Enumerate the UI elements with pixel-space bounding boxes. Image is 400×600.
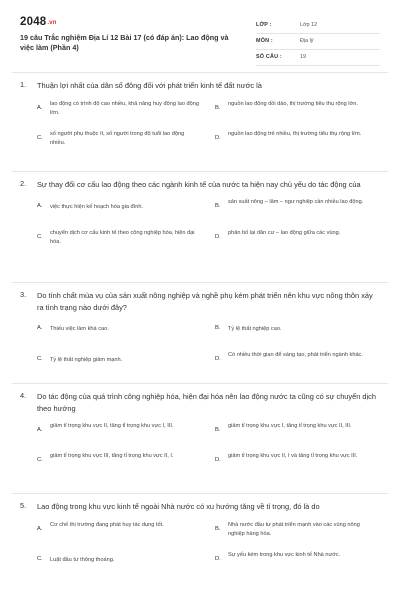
option-text: nguồn lao động dồi dào, thị trường tiêu thụ rộng lớn.	[228, 100, 358, 107]
option-text: giảm tỉ trọng khu vực III, tăng tỉ trọng khu vực II, I.	[50, 453, 174, 459]
option-letter: A.	[37, 202, 43, 209]
option-letter: C.	[37, 555, 43, 562]
option-text: chuyển dịch cơ cấu kinh tế theo công nghiệp hóa, hiện đại hóa.	[50, 229, 195, 245]
option-text: giảm tỉ trọng khu vực II, tăng tỉ trọng khu vực I, III.	[50, 423, 174, 429]
options-grid	[20, 98, 380, 160]
question-5	[20, 501, 380, 581]
divider	[12, 383, 388, 384]
option-letter: B.	[215, 427, 221, 433]
option-text: số người phụ thuộc ít, số người trong độ tuổi lao động nhiều.	[50, 130, 185, 146]
meta-value: Lớp 12	[300, 22, 318, 28]
option-text: sản xuất nông – lâm – ngư nghiệp cần nhiều lao động.	[228, 198, 364, 205]
meta-label: SỐ CÂU :	[256, 54, 282, 60]
option-letter: D.	[215, 233, 221, 240]
option-letter: D.	[215, 457, 221, 463]
question-4	[20, 391, 380, 482]
options-grid	[20, 319, 380, 381]
page-header	[20, 14, 380, 70]
question-header	[20, 179, 380, 191]
option-letter: B.	[215, 202, 221, 209]
question-text: Thuận lợi nhất của dân số đông đối với phát triển kinh tế đất nước là	[37, 81, 262, 90]
option-text: việc thực hiện kế hoạch hóa gia đình.	[50, 203, 143, 210]
question-header	[20, 391, 380, 414]
option-letter: C.	[37, 134, 43, 141]
question-text: Do tính chất mùa vụ của sản xuất nông nghiệp và nghề phụ kém phát triển nên khu vực nông thôn xảy ra tình trạng nào dưới đây?	[37, 291, 373, 312]
question-1	[20, 80, 380, 160]
question-number: 3.	[20, 290, 27, 299]
meta-value: Địa lý	[300, 38, 314, 44]
option-text: nguồn lao động trẻ nhiều, thị trường tiêu thụ rộng lớn.	[228, 130, 362, 137]
option-text: Luật đầu tư thông thoáng.	[50, 556, 115, 563]
question-header	[20, 80, 380, 92]
meta-label: MÔN :	[256, 38, 273, 44]
meta-row-grade	[256, 18, 380, 34]
option-text: Sự yếu kém trong khu vực kinh tế Nhà nước.	[228, 551, 341, 558]
meta-value: 19	[300, 54, 306, 60]
option-letter: D.	[215, 134, 221, 141]
option-letter: C.	[37, 457, 43, 463]
option-letter: B.	[215, 104, 221, 111]
option-letter: D.	[215, 356, 221, 362]
option-letter: D.	[215, 555, 221, 562]
question-2	[20, 179, 380, 259]
option-text: phân bố lại dân cư – lao động giữa các vùng.	[228, 229, 341, 236]
meta-label: LỚP :	[256, 22, 272, 28]
meta-row-subject	[256, 34, 380, 50]
option-letter: B.	[215, 325, 221, 331]
divider	[12, 72, 388, 73]
meta-row-count	[256, 50, 380, 66]
divider	[12, 493, 388, 494]
page-title: 19 câu Trắc nghiệm Địa Lí 12 Bài 17 (có đáp án): Lao động và việc làm (Phần 4)	[20, 33, 229, 52]
logo-suffix: .vn	[47, 20, 57, 26]
site-logo[interactable]	[20, 16, 57, 28]
divider	[12, 282, 388, 283]
question-number: 5.	[20, 501, 27, 510]
question-text: Sự thay đổi cơ cấu lao động theo các ngành kinh tế của nước ta hiện nay chủ yếu do tác động của	[37, 180, 361, 189]
option-letter: C.	[37, 356, 43, 362]
option-text: giảm tỉ trọng khu vực I, tăng tỉ trọng khu vực II, III.	[228, 423, 352, 429]
option-letter: A.	[37, 525, 43, 532]
option-text: Có nhiều thời gian để sáng tạo, phát triển ngành khác.	[228, 352, 363, 358]
options-grid	[20, 519, 380, 581]
question-text: Lao động trong khu vực kinh tế ngoài Nhà nước có xu hướng tăng về tỉ trọng, đó là do	[37, 502, 320, 511]
option-text: Nhà nước đầu tư phát triển mạnh vào các vùng nông nghiệp hàng hóa.	[228, 521, 360, 537]
question-number: 4.	[20, 391, 27, 400]
option-text: Tỷ lệ thất nghiệp cao.	[228, 326, 282, 332]
option-text: Tỷ lệ thất nghiệp giảm mạnh.	[50, 357, 123, 363]
options-grid	[20, 420, 380, 482]
question-text: Do tác động của quá trình công nghiệp hóa, hiện đại hóa nên lao động nước ta cũng có sự chuyển dịch theo hướng	[37, 392, 376, 413]
question-number: 2.	[20, 179, 27, 188]
divider	[12, 171, 388, 172]
option-letter: B.	[215, 525, 221, 532]
logo-main: 2048	[20, 16, 47, 28]
question-number: 1.	[20, 80, 27, 89]
option-text: giảm tỉ trọng khu vực II, I và tăng tỉ trọng khu vực III.	[228, 453, 358, 459]
option-text: Thiếu việc làm khá cao.	[50, 326, 109, 332]
options-grid	[20, 197, 380, 259]
quiz-meta	[256, 18, 380, 66]
option-letter: A.	[37, 104, 43, 111]
question-header	[20, 501, 380, 513]
option-text: lao động có trình độ cao nhiều, khả năng huy động lao động lớn.	[50, 100, 199, 116]
question-header	[20, 290, 380, 313]
question-3	[20, 290, 380, 381]
option-text: Cơ chế thị trường đang phát huy tác dụng tốt.	[50, 521, 164, 528]
option-letter: A.	[37, 427, 43, 433]
option-letter: C.	[37, 233, 43, 240]
option-letter: A.	[37, 325, 43, 331]
